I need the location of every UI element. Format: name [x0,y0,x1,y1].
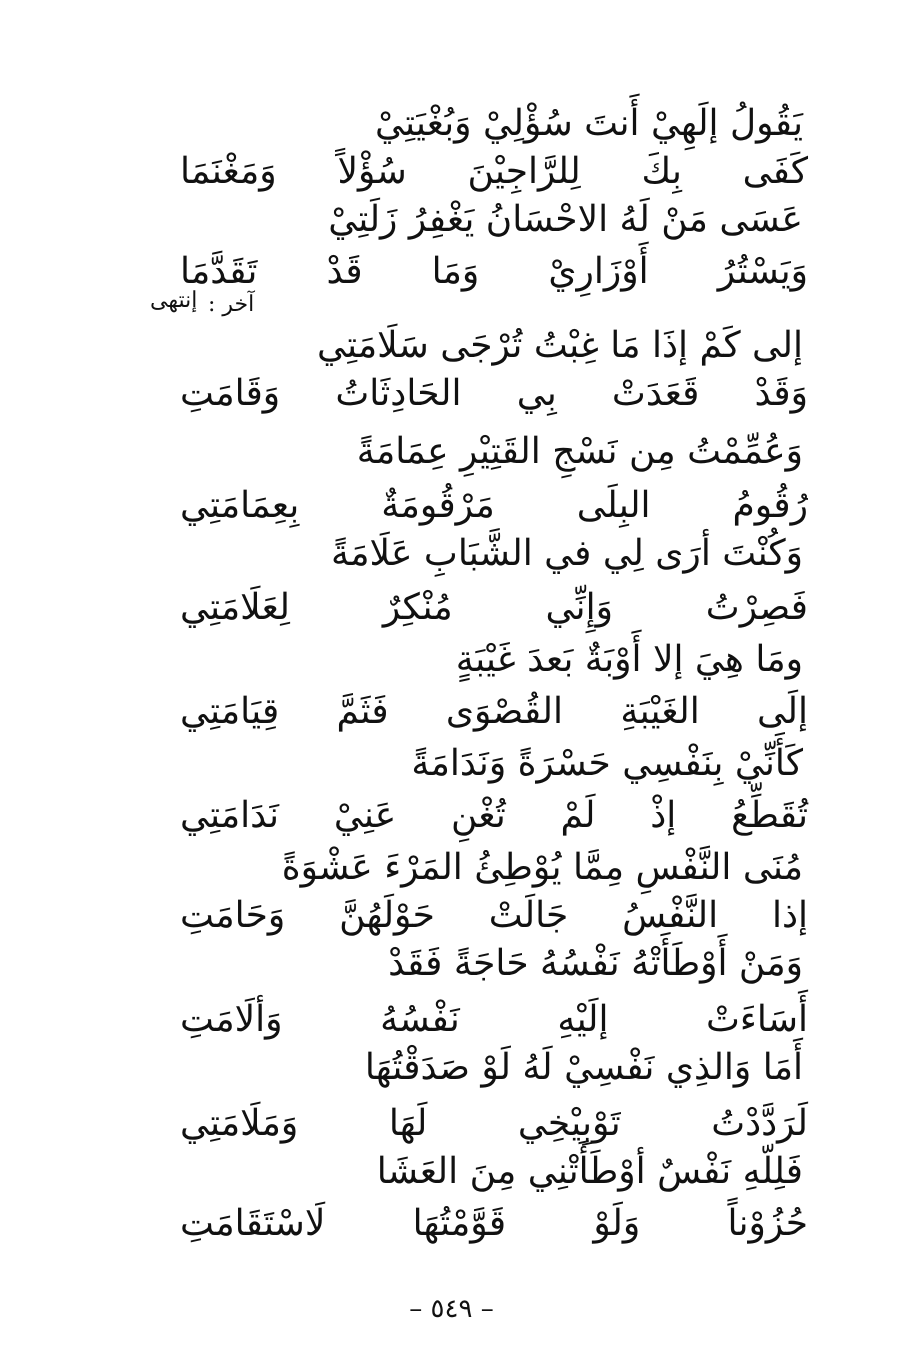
another-poem-label: آخر : [208,292,255,317]
verse-3-first-hemistich: إلى كَمْ إذَا مَا غِبْتُ تُرْجَى سَلَامَتِي [317,325,803,366]
verse-3-second-hemistich: وَقَدْ قَعَدَتْ بِي الحَادِثَاتُ وَقَامَتِ [180,373,808,414]
verse-10-first-hemistich: أَمَا وَالذِي نَفْسِيْ لَهُ لَوْ صَدَقْتُهَا [364,1047,803,1088]
verse-2-first-hemistich: عَسَى مَنْ لَهُ الاحْسَانُ يَغْفِرُ زَلَتِيْ [328,199,803,240]
verse-8-first-hemistich: مُنَى النَّفْسِ مِمَّا يُوْطِئُ المَرْءَ عَشْوَةً [281,847,803,888]
verse-9-second-hemistich: أَسَاءَتْ إلَيْهِ نَفْسُهُ وَألَامَتِ [180,999,808,1040]
verse-1-first-hemistich: يَقُولُ إلَهِيْ أَنتَ سُؤْلِيْ وَبُغْيَتِيْ [375,103,803,144]
verse-11-second-hemistich: حُزُوْناً وَلَوْ قَوَّمْتُهَا لَاسْتَقَامَتِ [180,1203,808,1244]
verse-8-second-hemistich: إذا النَّفْسُ جَالَتْ حَوْلَهُنَّ وَحَامَتِ [180,895,808,936]
verse-5-first-hemistich: وَكُنْتَ أرَى لِي في الشَّبَابِ عَلَامَةً [330,533,803,574]
verse-7-first-hemistich: كَأَنِّيْ بِنَفْسِي حَسْرَةً وَنَدَامَةً [411,743,803,784]
verse-10-second-hemistich: لَرَدَّدْتُ تَوْبِيْخِي لَهَا وَمَلَامَتِي [180,1103,808,1144]
verse-9-first-hemistich: وَمَنْ أَوْطَأَتْهُ نَفْسُهُ حَاجَةً فَقَدْ [388,943,803,984]
verse-6-second-hemistich: إلَى الغَيْبَةِ القُصْوَى فَثَمَّ قِيَامَتِي [180,691,808,732]
verse-6-first-hemistich: ومَا هِيَ إلا أَوْبَةٌ بَعدَ غَيْبَةٍ [455,639,803,680]
end-note: إنتهى [150,288,198,313]
verse-2-second-hemistich: وَيَسْتُرُ أَوْزَارِيْ وَمَا قَدْ تَقَدَّمَا [180,251,808,292]
verse-4-first-hemistich: وَعُمِّمْتُ مِن نَسْجِ القَتِيْرِ عِمَامَةً [356,431,803,472]
verse-4-second-hemistich: رُقُومُ البِلَى مَرْقُومَةٌ بِعِمَامَتِي [180,485,808,526]
verse-7-second-hemistich: تُقَطِّعُ إذْ لَمْ تُغْنِ عَنِيْ نَدَامَتِي [180,795,808,836]
verse-11-first-hemistich: فَلِلّهِ نَفْسٌ أوْطَأَتْنِي مِنَ العَشَا [376,1151,803,1192]
page-number: – ٥٤٩ – [409,1294,494,1324]
verse-1-second-hemistich: كَفَى بِكَ لِلرَّاجِيْنَ سُؤْلاً وَمَغْنَمَا [180,151,808,192]
verse-5-second-hemistich: فَصِرْتُ وَإِنِّي مُنْكِرٌ لِعَلَامَتِي [180,587,808,628]
